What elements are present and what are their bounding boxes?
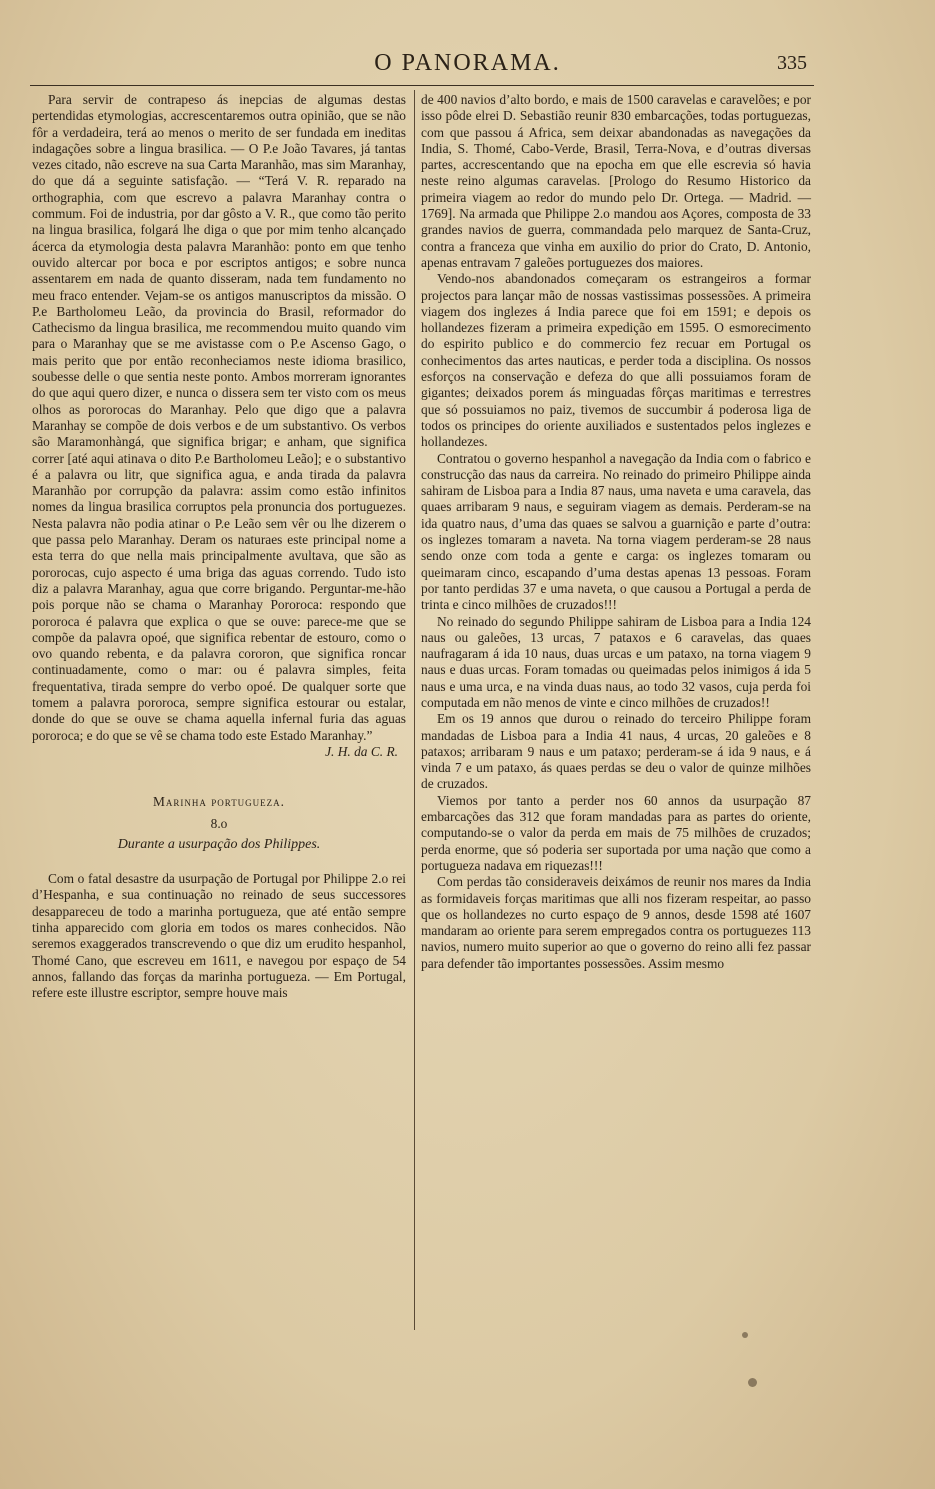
right-column [421, 92, 811, 972]
section-subtitle: Durante a usurpação dos Philippes. [117, 836, 321, 852]
column-divider [414, 90, 415, 1330]
left-column [32, 92, 406, 1001]
publication-title: O PANORAMA. [374, 50, 561, 76]
right-paragraph-3: Contratou o governo hespanhol a navegação da India com o fabrico e construcção das naus da carreira. No reinado do primeiro Philippe ainda sahiram de Lisboa para a India 87 naus, uma naveta e uma caravela, das quaes arribaram 9 naus, e seguiram viagem as demais. Perderam-se na ida quatro naus, d’uma das quaes se salvou a guarnição e parte d’outra: os inglezes tomaram a naveta. Na torna viagem perderam-se 28 naus sendo onze com toda a gente e carga: os inglezes tomaram ou queimaram cinco, escapando d’uma destas apenas 13 pessoas. Foram por tanto perdidas 37 e uma naveta, o que causou a Portugal a perda de trinta e cinco milhões de cruzados!!! [421, 450, 811, 613]
right-paragraph-4: No reinado do segundo Philippe sahiram de Lisboa para a India 124 naus ou galeões, 13 urcas, 7 pataxos e 6 caravelas, das quaes naufragaram á ida 10 naus, duas urcas e um pataxo, na torna viagem 9 naus e duas urcas. Foram tomadas ou queimadas pelos inimigos á ida 5 naus e uma urca, e na vinda duas naus, ao todo 32 vasos, cuja perda foi computada em não menos de vinte e cinco milhões de cruzados!! [421, 613, 811, 710]
right-paragraph-1: de 400 navios d’alto bordo, e mais de 1500 caravelas e caravelões; e por isso pôde elrei D. Sebastião reunir 830 embarcações, todas portuguezas, com que passou á Africa, sem deixar abandonadas as navegações da India, S. Thomé, Cabo-Verde, Brasil, Terra-Nova, e d’outras diversas partes, accrescentando que na epocha em que elle escrevia só havia neste reino algumas caravelas. [Prologo do Resumo Historico da primeira viagem ao redor do mundo pelo Dr. Ortega. — Madrid. — 1769]. Na armada que Philippe 2.o mandou aos Açores, composta de 33 grandes navios de guerra, commandada pelo marquez de Santa-Cruz, contra a franceza que vinha em auxilio do prior do Crato, D. Antonio, apenas entravam 7 galeões portuguezes dos maiores. [421, 92, 811, 270]
left-paragraph-1: Para servir de contrapeso ás inepcias de algumas destas pertendidas etymologias, accrescentaremos outra opinião, que se não fôr a verdadeira, terá ao menos o merito de ser fundada em ineditas indagações sobre a lingua brasilica. — O P.e João Tavares, já tantas vezes citado, não escreve na sua Carta Maranhão, mas sim Maranhay, do que dá a seguinte satisfação. — “Terá V. R. reparado na orthographia, com que escrevo a palavra Maranhay contra o commum. Foi de industria, por dar gôsto a V. R., que como tão perito na lingua brasilica, folgará lhe diga o que por mim tenho alcançado ácerca da etymologia desta palavra Maranhão: ponto em que tenho ouvido altercar por boca e por escriptos antigos; e sobre nunca assentarem em nada de quanto disseram, nada tem fundamento no meu fraco entender. Vejam-se os antigos manuscriptos da missão. O P.e Bartholomeu Leão, da provincia do Brasil, reformador do Cathecismo da lingua brasilica, me recommendou muito quando vim para o Maranhay que se me avistasse com o P.e Ascenso Gago, o mais perito que por então reconheciamos neste idioma brasilico, soubesse delle o que sentia neste ponto. Ambos morreram ignorantes do que aqui quero dizer, e nunca o dissera sem ter visto com os meus olhos as pororocas do Maranhay. Pelo que digo que a palavra Maranhay se compõe de dois verbos e de um substantivo. Os verbos são Maramonhàngá, que significa brigar; e anham, que significa correr [até aqui atinava o dito P.e Bartholomeu Leão]; e o substantivo é a palavra ou litr, que significa agua, e anda tirada da palavra Maranhão por corrupção da palavra: assim como estão infinitos nomes da lingua brasilica corruptos pela pronuncia dos portuguezes. Nesta palavra não podia atinar o P.e Leão sem vêr ou lhe dizerem o que passa pelo Maranhay. Deram os naturaes este principal nome a esta terra do que nella mais principalmente avultava, que são as pororocas, cujo aspecto é uma briga das aguas correndo. Tudo isto diz a palavra Maranhay, agua que corre brigando. Perguntar-me-hão pois porque não se chama o Maranhay Pororoca: respondo que pororoca é palavra que explica o que se ouve: parece-me que se compõe da palavra opoé, que significa rebentar de estouro, como o ovo quando rebenta, e da palavra cororon, que significa roncar continuadamente, como o mar: ou é palavra simples, feita frequentativa, tirada sempre do verbo opoé. De qualquer sorte que tomem a palavra pororoca, sempre significa estourar ou estalar, donde do que se ouve se chama aquella infernal furia das aguas pororoca; e do que se vê se chama todo este Estado Maranhay.” [32, 92, 406, 743]
header-rule [30, 85, 814, 86]
page-header [0, 48, 935, 80]
article-signature: J. H. da C. R. [325, 743, 398, 759]
right-paragraph-5: Em os 19 annos que durou o reinado do terceiro Philippe foram mandadas de Lisboa para a India 41 naus, 4 urcas, 20 galeões e 8 pataxos; arribaram 9 naus e um pataxo; perderam-se á ida 9 naus, e á vinda 7 e um pataxo, ás quaes perdas se deu o valor de quinze milhões de cruzados. [421, 711, 811, 792]
right-paragraph-6: Viemos por tanto a perder nos 60 annos da usurpação 87 embarcações das 312 que foram mandadas para as partes do oriente, computando-se o valor da perda em mais de 75 milhões de cruzados; perda enorme, que só poderia ser suportada por uma nação que como a portugueza nadava em riquezas!!! [421, 792, 811, 873]
section-number: 8.o [210, 816, 228, 832]
right-paragraph-7: Com perdas tão consideraveis deixámos de reunir nos mares da India as formidaveis forças maritimas que alli nos fizeram respeitar, ao passo que os hollandezes no curto espaço de 9 annos, desde 1598 até 1607 mandaram ao oriente para serem empregados contra os portuguezes 113 navios, numero muito superior ao que o governo do reino alli fez passar para defender tão importantes possessões. Assim mesmo [421, 874, 811, 971]
ink-speck [748, 1378, 757, 1387]
left-paragraph-2: Com o fatal desastre da usurpação de Portugal por Philippe 2.o rei d’Hespanha, e sua continuação no reinado de seus successores desappareceu de todo a marinha portugueza, que até então sempre tinha apparecido com gloria em todos os mares conhecidos. Não seremos exaggerados transcrevendo o que diz um erudito hespanhol, Thomé Cano, que escreveu em 1611, e navegou por espaço de 54 annos, fallando das forças da marinha portugueza. — Em Portugal, refere este illustre escriptor, sempre houve mais [32, 871, 406, 1001]
section-title: Marinha portugueza. [152, 794, 286, 810]
page-number: 335 [777, 52, 807, 74]
right-paragraph-2: Vendo-nos abandonados começaram os estrangeiros a formar projectos para lançar mão de nossas vastissimas possessões. A primeira viagem dos inglezes á India parece que foi em 1591; e depois os hollandezes fizeram a primeira expedição em 1595. O esmorecimento do espirito publico e do commercio fez recuar em Portugal os conhecimentos das artes nauticas, e perder toda a disciplina. Os nossos esforços na conservação e defeza do que alli possuiamos foram de gigantes; deixados porem ás minguadas fôrças maritimas e terrestres que só possuiamos no paiz, tivemos de succumbir á poderosa liga de todos os principes do oriente auxiliados e sustentados pelos inglezes e hollandezes. [421, 271, 811, 450]
ink-speck [742, 1332, 748, 1338]
